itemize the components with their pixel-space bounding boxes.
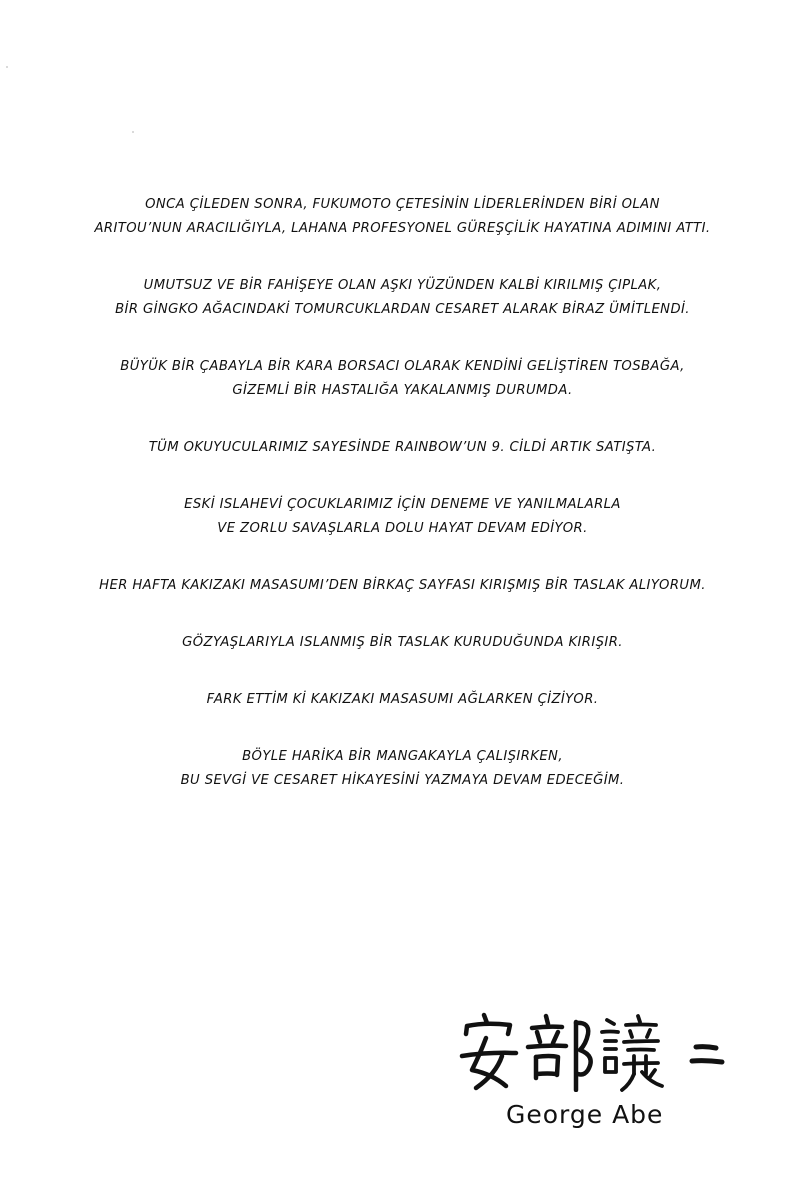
paragraph-line: ONCA ÇİLEDEN SONRA, FUKUMOTO ÇETESİNİN LİDERLERİNDEN BİRİ OLAN: [145, 197, 660, 212]
paragraph: [0, 631, 805, 655]
paragraph-line: VE ZORLU SAVAŞLARLA DOLU HAYAT DEVAM EDİYOR.: [217, 521, 588, 536]
paper-speck: [132, 131, 134, 133]
paragraph-line: TÜM OKUYUCULARIMIZ SAYESİNDE RAINBOW’UN 9. CİLDİ ARTIK SATIŞTA.: [148, 440, 657, 455]
paragraph: [0, 193, 805, 241]
paragraph-line: GÖZYAŞLARIYLA ISLANMIŞ BİR TASLAK KURUDUĞUNDA KIRIŞIR.: [182, 635, 623, 650]
paragraph-line: ARITOU’NUN ARACILIĞIYLA, LAHANA PROFESYONEL GÜREŞÇİLİK HAYATINA ADIMINI ATTI.: [94, 221, 711, 236]
paragraph-line: BÜYÜK BİR ÇABAYLA BİR KARA BORSACI OLARAK KENDİNİ GELİŞTİREN TOSBAĞA,: [120, 359, 685, 374]
paragraph: [0, 436, 805, 460]
paragraph: [0, 574, 805, 598]
paragraph: [0, 274, 805, 322]
paragraph: [0, 745, 805, 793]
author-signature: [458, 1012, 748, 1137]
paragraph: [0, 493, 805, 541]
paragraph-line: UMUTSUZ VE BİR FAHİŞEYE OLAN AŞKI YÜZÜNDEN KALBİ KIRILMIŞ ÇIPLAK,: [143, 278, 662, 293]
author-signature-latin: George Abe: [506, 1100, 664, 1129]
paper-speck: [6, 66, 8, 68]
paragraph-line: ESKİ ISLAHEVİ ÇOCUKLARIMIZ İÇİN DENEME VE YANILMALARLA: [184, 497, 621, 512]
paragraph-line: FARK ETTİM Kİ KAKIZAKI MASASUMI AĞLARKEN ÇİZİYOR.: [206, 692, 599, 707]
paragraph-line: BÖYLE HARİKA BİR MANGAKAYLA ÇALIŞIRKEN,: [242, 749, 563, 764]
paragraph-line: BU SEVGİ VE CESARET HİKAYESİNİ YAZMAYA DEVAM EDECEĞİM.: [180, 773, 625, 788]
afterword-text: [0, 193, 805, 826]
paragraph: [0, 355, 805, 403]
paragraph-line: HER HAFTA KAKIZAKI MASASUMI’DEN BİRKAÇ SAYFASI KIRIŞMIŞ BİR TASLAK ALIYORUM.: [99, 578, 706, 593]
paragraph-line: BİR GİNGKO AĞACINDAKİ TOMURCUKLARDAN CESARET ALARAK BİRAZ ÜMİTLENDİ.: [115, 302, 690, 317]
paragraph: [0, 688, 805, 712]
author-signature-kanji: [458, 1012, 748, 1092]
paragraph-line: GİZEMLİ BİR HASTALIĞA YAKALANMIŞ DURUMDA.: [232, 383, 573, 398]
